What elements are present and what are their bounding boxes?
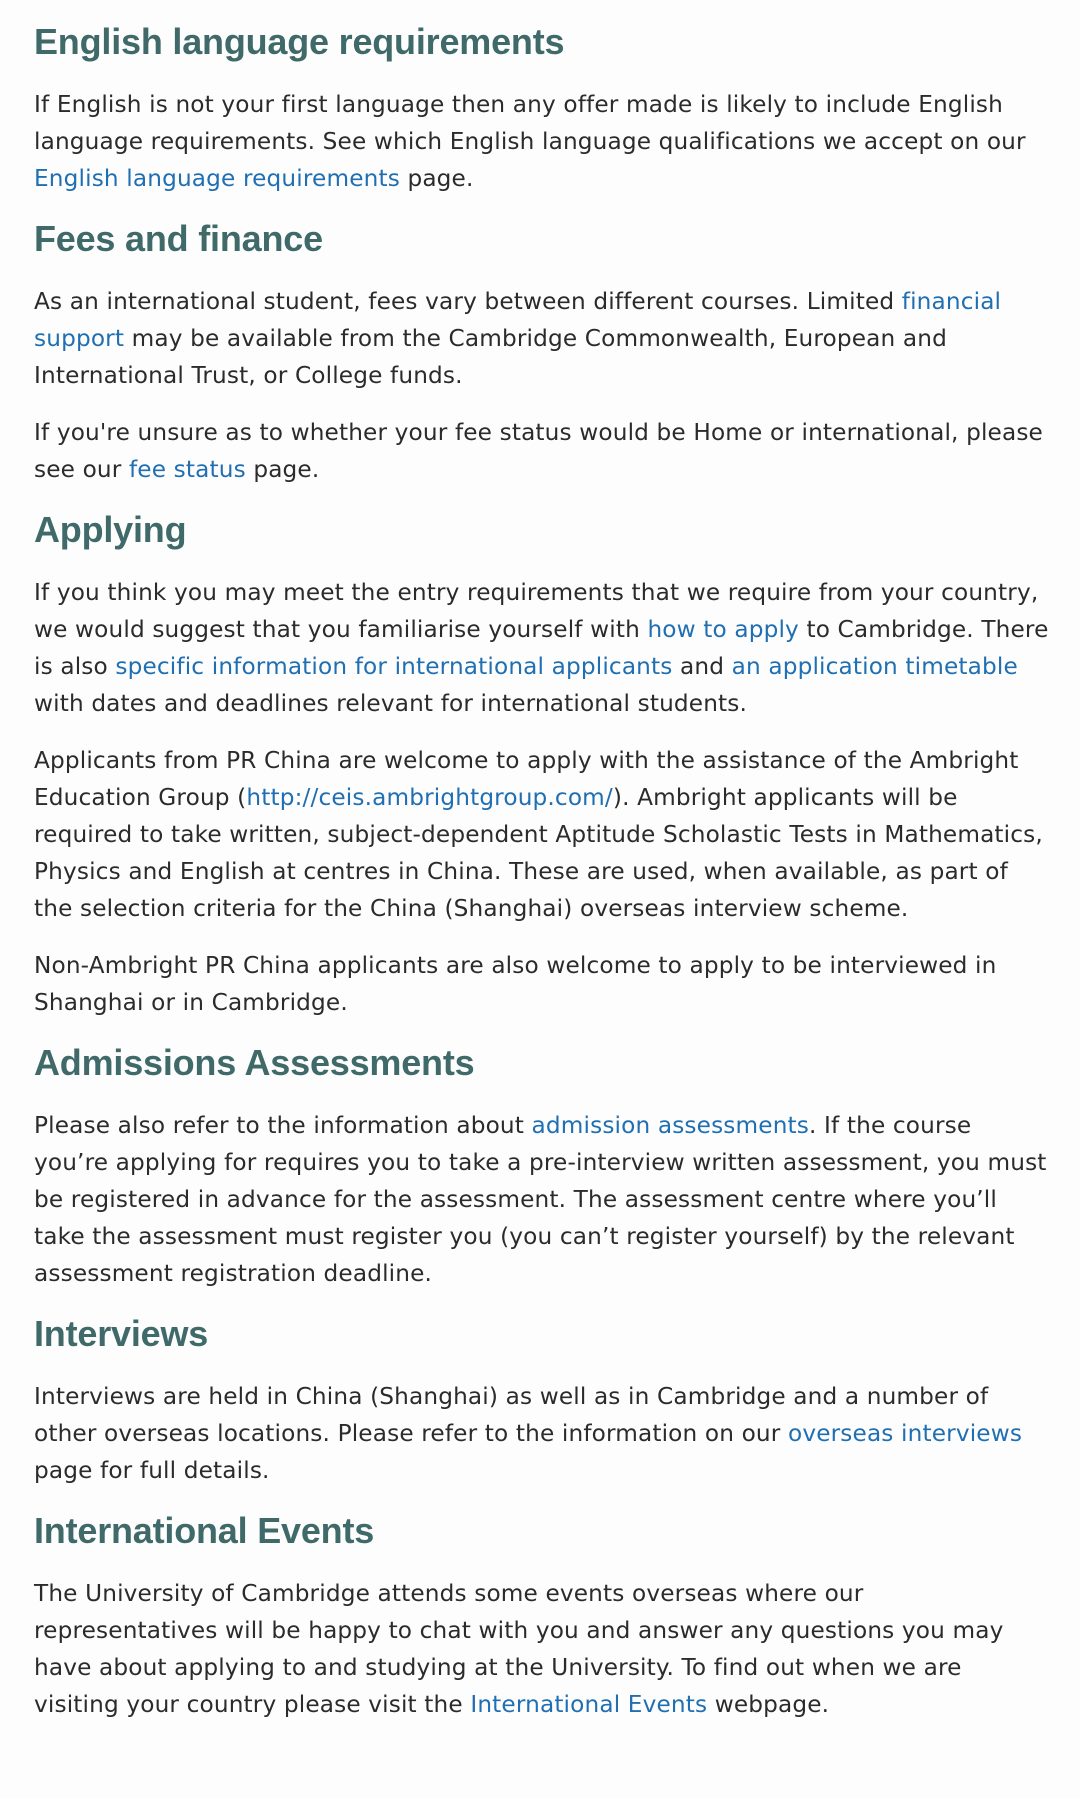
heading-international-events: International Events [34,1510,375,1551]
paragraph-events [34,1575,1052,1723]
heading-admissions-assessments: Admissions Assessments [34,1042,475,1083]
link-how-to-apply[interactable]: how to apply [647,616,799,643]
link-admission-assessments[interactable]: admission assessments [531,1112,810,1139]
link-international-applicants-info[interactable]: specific information for international applicants [115,653,673,680]
text: ). Ambright applicants will be required to take written, subject-dependent Aptitude Scholastic Tests in Mathematics, Physics and English at centres in China. These are used, when available, as part of the selection criteria for the China (Shanghai) overseas interview scheme. [34,784,1043,922]
text: page. [399,165,474,192]
paragraph-interviews [34,1378,1052,1489]
text: page. [245,456,320,483]
text: Applicants from PR China are welcome to apply with the assistance of the Ambright Education Group ( [34,747,1019,811]
section-english [34,20,1052,197]
heading-interviews: Interviews [34,1313,209,1354]
link-overseas-interviews[interactable]: overseas interviews [787,1420,1023,1447]
link-fee-status[interactable]: fee status [128,456,246,483]
text: may be available from the Cambridge Commonwealth, European and International Trust, or College funds. [34,325,947,389]
link-ambright-url[interactable]: http://ceis.ambrightgroup.com/ [246,784,613,811]
heading-fees-and-finance: Fees and finance [34,218,323,259]
heading-english-language-requirements: English language requirements [34,21,565,62]
link-application-timetable[interactable]: an application timetable [731,653,1018,680]
text: to Cambridge. There is also [34,616,1049,680]
text: page for full details. [34,1457,270,1484]
section-assessments [34,1041,1052,1292]
text: webpage. [707,1691,830,1718]
text: If English is not your first language then any offer made is likely to include English language requirements. See which English language qualifications we accept on our [34,91,1026,155]
link-english-language-requirements[interactable]: English language requirements [34,165,400,192]
link-financial-support[interactable]: financial support [34,288,1002,352]
text: . If the course you’re applying for requires you to take a pre-interview written assessment, you must be registered in advance for the assessment. The assessment centre where you’ll take the assessment must register you (you can’t register yourself) by the relevant assessment registration deadline. [34,1112,1047,1287]
paragraph-applying-2 [34,742,1052,927]
text: If you think you may meet the entry requirements that we require from your country, we would suggest that you familiarise yourself with [34,579,1039,643]
paragraph-assessments [34,1107,1052,1292]
text: If you're unsure as to whether your fee status would be Home or international, please see our [34,419,1043,483]
text: Please also refer to the information about [34,1112,532,1139]
paragraph-fees-2 [34,414,1052,488]
text: and [672,653,732,680]
section-events [34,1509,1052,1723]
paragraph-applying-1 [34,574,1052,722]
text: As an international student, fees vary between different courses. Limited [34,288,902,315]
text: The University of Cambridge attends some events overseas where our representatives will be happy to chat with you and answer any questions you may have about applying to and studying at the University. To find out when we are visiting your country please visit the [34,1580,1004,1718]
section-applying [34,508,1052,1021]
section-fees [34,217,1052,488]
heading-applying: Applying [34,509,187,550]
paragraph-fees-1 [34,283,1052,394]
paragraph-english [34,86,1052,197]
link-international-events[interactable]: International Events [470,1691,708,1718]
text: with dates and deadlines relevant for international students. [34,690,748,717]
paragraph-applying-3: Non-Ambright PR China applicants are also welcome to apply to be interviewed in Shanghai or in Cambridge. [34,952,997,1016]
section-interviews [34,1312,1052,1489]
text: Interviews are held in China (Shanghai) as well as in Cambridge and a number of other overseas locations. Please refer to the information on our [34,1383,989,1447]
